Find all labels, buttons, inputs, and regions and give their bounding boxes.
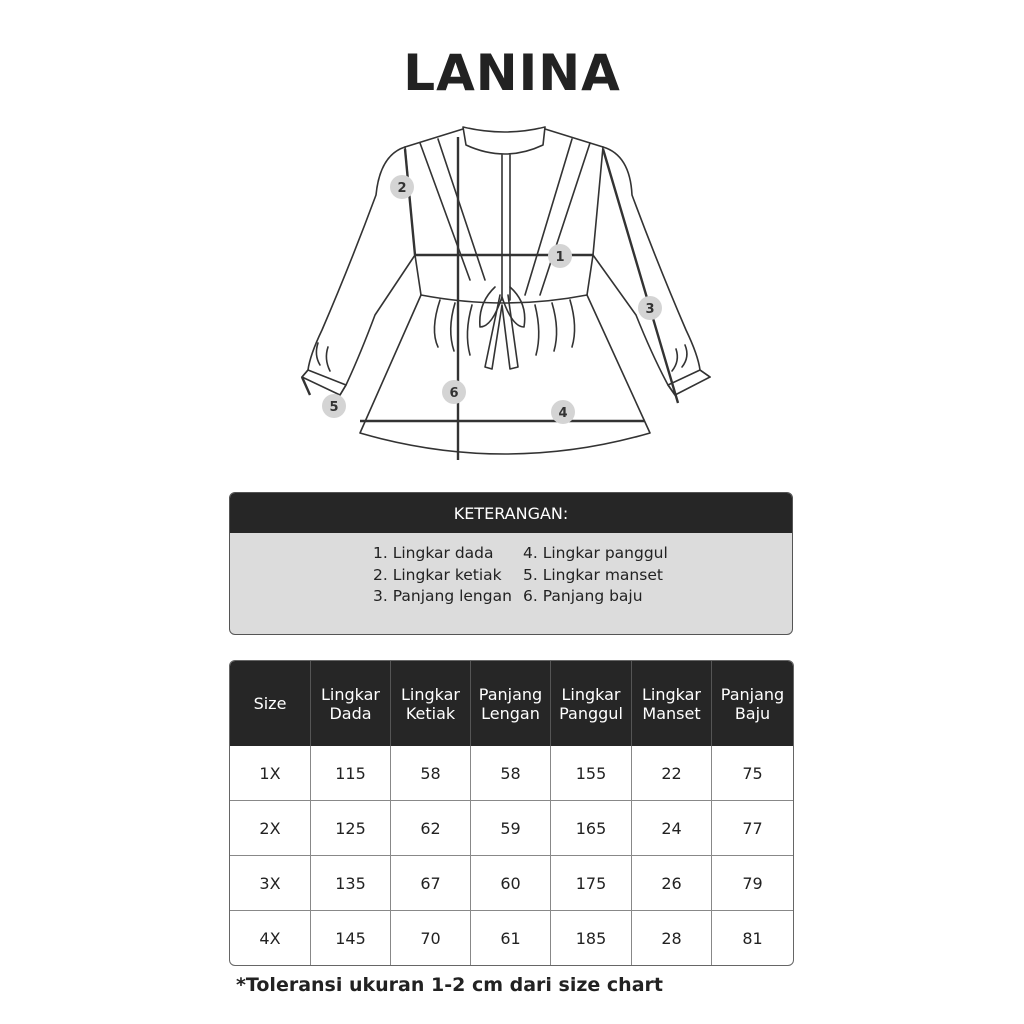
legend-item: 2. Lingkar ketiak: [373, 565, 502, 584]
marker-3: [638, 296, 662, 320]
table-cell: 58: [471, 746, 551, 800]
table-cell: 81: [712, 910, 793, 965]
table-cell: 61: [471, 910, 551, 965]
table-row: [230, 746, 793, 800]
legend-column-right: [523, 543, 668, 608]
table-cell: 75: [742, 763, 763, 783]
table-cell: 2X: [230, 800, 311, 855]
legend-column-left: [373, 543, 512, 608]
marker-6: [442, 380, 466, 404]
legend-item: 5. Lingkar manset: [523, 565, 663, 584]
legend-panel: [229, 492, 793, 635]
marker-1: [548, 244, 572, 268]
table-cell: 185: [551, 910, 632, 965]
table-cell: 60: [471, 855, 551, 910]
armhole-line: [405, 149, 415, 255]
table-cell: 3X: [230, 855, 311, 910]
legend-item: 6. Panjang baju: [523, 587, 643, 605]
tolerance-note: *Toleransi ukuran 1-2 cm dari size chart: [236, 974, 663, 996]
garment-diagram: [280, 115, 740, 480]
table-cell: 26: [632, 855, 712, 910]
header-panjang-lengan: Panjang Lengan: [471, 661, 551, 746]
header-lingkar-dada: Lingkar Dada: [311, 661, 391, 746]
sleeve-length-line: [603, 149, 678, 403]
table-cell: 77: [712, 800, 793, 855]
svg-text:1: 1: [555, 250, 565, 265]
table-cell: 28: [632, 910, 712, 965]
table-row: [230, 855, 793, 910]
svg-text:4: 4: [558, 406, 568, 421]
table-header-row: [230, 661, 793, 746]
table-cell: 67: [391, 855, 471, 910]
header-size: Size: [230, 661, 311, 746]
table-cell: 165: [551, 800, 632, 855]
table-cell: 1X: [230, 746, 311, 800]
legend-item: 3. Panjang lengan: [373, 587, 512, 605]
table-cell: 24: [632, 800, 712, 855]
table-cell: 59: [471, 800, 551, 855]
table-cell: 70: [391, 910, 471, 965]
table-cell: 155: [551, 746, 632, 800]
svg-text:3: 3: [645, 302, 655, 317]
table-row: [230, 800, 793, 855]
legend-body: [230, 533, 792, 634]
header-lingkar-ketiak: Lingkar Ketiak: [391, 661, 471, 746]
table-cell: 115: [311, 746, 391, 800]
svg-text:2: 2: [397, 181, 407, 196]
table-cell: 4X: [230, 910, 311, 965]
measurement-lines: [302, 137, 678, 460]
table-cell: 175: [551, 855, 632, 910]
header-lingkar-manset: Lingkar Manset: [632, 661, 712, 746]
table-cell: 58: [391, 746, 471, 800]
table-cell: 62: [391, 800, 471, 855]
legend-item: 1. Lingkar dada: [373, 544, 494, 562]
table-cell: 79: [712, 855, 793, 910]
marker-2: [390, 175, 414, 199]
table-cell: 145: [311, 910, 391, 965]
size-table: [229, 660, 794, 966]
header-panjang-baju: Panjang Baju: [712, 661, 793, 746]
table-cell: 135: [311, 855, 391, 910]
marker-4: [551, 400, 575, 424]
garment-outline: [302, 127, 710, 454]
legend-item: 4. Lingkar panggul: [523, 544, 668, 562]
brand-title: LANINA: [403, 44, 621, 102]
table-row: [230, 910, 793, 965]
svg-text:6: 6: [449, 386, 459, 401]
marker-5: [322, 394, 346, 418]
legend-heading: KETERANGAN:: [230, 493, 792, 533]
table-cell: 125: [311, 800, 391, 855]
table-cell: 22: [632, 746, 712, 800]
svg-text:5: 5: [329, 400, 339, 415]
header-lingkar-panggul: Lingkar Panggul: [551, 661, 632, 746]
